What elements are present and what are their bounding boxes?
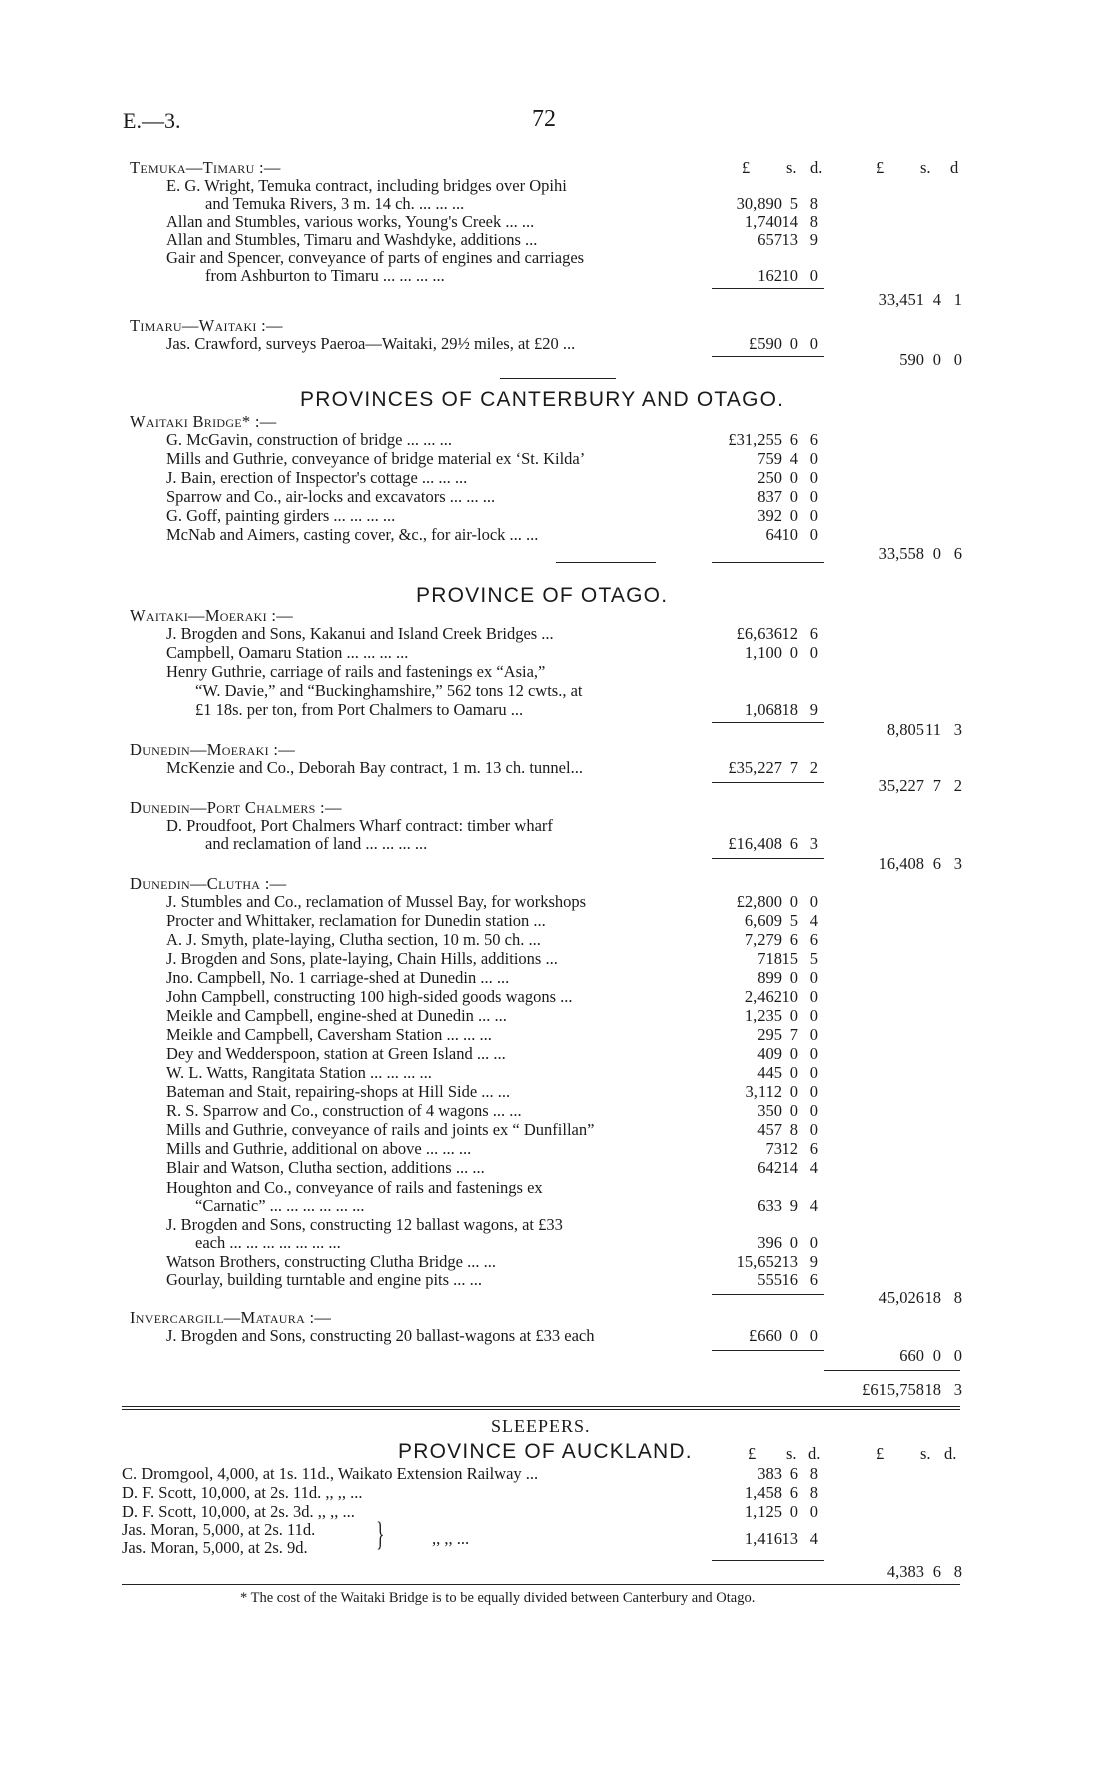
section-heading: Waitaki Bridge* :— bbox=[130, 412, 277, 431]
line-item: Watson Brothers, constructing Clutha Bridge ... ... 15,652 13 9 bbox=[166, 1252, 818, 1271]
section-total: 16,408 6 3 bbox=[878, 854, 962, 873]
section-total: 590 0 0 bbox=[899, 350, 962, 369]
line-item: A. J. Smyth, plate-laying, Clutha section, 10 m. 50 ch. ... 7,279 6 6 bbox=[166, 930, 818, 949]
line-item: Dey and Wedderspoon, station at Green Island ... ... 409 0 0 bbox=[166, 1044, 818, 1063]
col-header-pounds-total: £ bbox=[876, 158, 885, 177]
section-total: 45,026 18 8 bbox=[878, 1288, 962, 1307]
section-total: 33,451 4 1 bbox=[878, 290, 962, 309]
line-item: Jas. Crawford, surveys Paeroa—Waitaki, 29½ miles, at £20 ... £590 0 0 bbox=[166, 334, 818, 353]
line-item: Procter and Whittaker, reclamation for Dunedin station ... 6,609 5 4 bbox=[166, 911, 818, 930]
col-header-pounds: £ bbox=[742, 158, 751, 177]
line-item: Bateman and Stait, repairing-shops at Hill Side ... ... 3,112 0 0 bbox=[166, 1082, 818, 1101]
line-item: £1 18s. per ton, from Port Chalmers to Oamaru ... 1,068 18 9 bbox=[195, 700, 818, 719]
section-divider bbox=[122, 1409, 960, 1410]
line-item: “Carnatic” ... ... ... ... ... ... 633 9 4 bbox=[195, 1196, 818, 1215]
section-divider bbox=[122, 1406, 960, 1407]
line-item: R. S. Sparrow and Co., construction of 4 wagons ... ... 350 0 0 bbox=[166, 1101, 818, 1120]
line-item: ,, ,, ... 1,416 13 4 bbox=[432, 1529, 818, 1548]
line-item: Mills and Guthrie, conveyance of rails and joints ex “ Dunfillan” 457 8 0 bbox=[166, 1120, 818, 1139]
line-item: J. Brogden and Sons, Kakanui and Island Creek Bridges ... £6,636 12 6 bbox=[166, 624, 818, 643]
province-heading: PROVINCE OF AUCKLAND. bbox=[398, 1440, 693, 1463]
line-item: J. Brogden and Sons, constructing 12 ballast wagons, at £33 bbox=[166, 1215, 563, 1234]
divider bbox=[556, 562, 656, 563]
line-item: D. F. Scott, 10,000, at 2s. 11d. ,, ,, ... 1,458 6 8 bbox=[122, 1483, 818, 1502]
line-item: Gair and Spencer, conveyance of parts of engines and carriages bbox=[166, 248, 585, 267]
line-item: Jas. Moran, 5,000, at 2s. 9d. bbox=[122, 1538, 308, 1557]
column-header-row bbox=[0, 1444, 1114, 1464]
line-item: J. Brogden and Sons, constructing 20 ballast-wagons at £33 each £660 0 0 bbox=[166, 1326, 818, 1345]
line-item: McKenzie and Co., Deborah Bay contract, 1 m. 13 ch. tunnel... £35,227 7 2 bbox=[166, 758, 818, 777]
section-heading: Temuka—Timaru :— bbox=[130, 158, 281, 177]
col-header-pence-total: d. bbox=[944, 1444, 957, 1463]
col-header-shillings-total: s. bbox=[920, 1444, 931, 1463]
section-total: 33,558 0 6 bbox=[878, 544, 962, 563]
line-item: Jas. Moran, 5,000, at 2s. 11d. bbox=[122, 1520, 316, 1539]
line-item: Meikle and Campbell, engine-shed at Dunedin ... ... 1,235 0 0 bbox=[166, 1006, 818, 1025]
line-item: each ... ... ... ... ... ... ... 396 0 0 bbox=[195, 1233, 818, 1252]
grand-total-rule bbox=[824, 1370, 960, 1371]
line-item: Mills and Guthrie, conveyance of bridge material ex ‘St. Kilda’ 759 4 0 bbox=[166, 449, 818, 468]
report-reference: E.—3. bbox=[123, 108, 181, 133]
line-item: Gourlay, building turntable and engine pits ... ... 555 16 6 bbox=[166, 1270, 818, 1289]
line-item: J. Bain, erection of Inspector's cottage ... ... ... 250 0 0 bbox=[166, 468, 818, 487]
col-header-pounds: £ bbox=[748, 1444, 757, 1463]
col-header-pence: d. bbox=[808, 1444, 821, 1463]
sleepers-heading: SLEEPERS. bbox=[491, 1416, 591, 1436]
line-item: E. G. Wright, Temuka contract, including bridges over Opihi bbox=[166, 176, 567, 195]
line-item: Mills and Guthrie, additional on above ... ... ... 73 12 6 bbox=[166, 1139, 818, 1158]
section-heading: Timaru—Waitaki :— bbox=[130, 316, 283, 335]
col-header-pence: d. bbox=[810, 158, 823, 177]
section-heading: Dunedin—Clutha :— bbox=[130, 874, 287, 893]
line-item: Allan and Stumbles, various works, Young's Creek ... ... 1,740 14 8 bbox=[166, 212, 818, 231]
line-item: and reclamation of land ... ... ... ... £16,408 6 3 bbox=[205, 834, 818, 853]
divider bbox=[500, 378, 616, 379]
section-heading: Waitaki—Moeraki :— bbox=[130, 606, 294, 625]
line-item: Jno. Campbell, No. 1 carriage-shed at Dunedin ... ... 899 0 0 bbox=[166, 968, 818, 987]
col-header-pence-total: d bbox=[950, 158, 959, 177]
footnote: * The cost of the Waitaki Bridge is to be equally divided between Canterbury and Otago. bbox=[240, 1590, 756, 1606]
brace: } bbox=[376, 1516, 385, 1553]
col-header-shillings-total: s. bbox=[920, 158, 931, 177]
footnote-rule bbox=[122, 1584, 960, 1585]
line-item: Houghton and Co., conveyance of rails and fastenings ex bbox=[166, 1178, 543, 1197]
page-number: 72 bbox=[532, 106, 556, 132]
col-header-pounds-total: £ bbox=[876, 1444, 885, 1463]
line-item: Allan and Stumbles, Timaru and Washdyke, additions ... 657 13 9 bbox=[166, 230, 818, 249]
section-heading: Dunedin—Port Chalmers :— bbox=[130, 798, 342, 817]
col-header-shillings: s. bbox=[786, 158, 797, 177]
line-item: Henry Guthrie, carriage of rails and fastenings ex “Asia,” bbox=[166, 662, 546, 681]
col-header-shillings: s. bbox=[786, 1444, 797, 1463]
line-item: J. Stumbles and Co., reclamation of Mussel Bay, for workshops £2,800 0 0 bbox=[166, 892, 818, 911]
grand-total: £615,758 18 3 bbox=[862, 1380, 962, 1399]
line-item: G. Goff, painting girders ... ... ... ... 392 0 0 bbox=[166, 506, 818, 525]
line-item: W. L. Watts, Rangitata Station ... ... ... ... 445 0 0 bbox=[166, 1063, 818, 1082]
section-total: 35,227 7 2 bbox=[878, 776, 962, 795]
province-heading: PROVINCE OF OTAGO. bbox=[416, 584, 669, 607]
section-total: 8,805 11 3 bbox=[886, 720, 962, 739]
line-item: John Campbell, constructing 100 high-sided goods wagons ... 2,462 10 0 bbox=[166, 987, 818, 1006]
line-item: Campbell, Oamaru Station ... ... ... ... 1,100 0 0 bbox=[166, 643, 818, 662]
section-total: 660 0 0 bbox=[899, 1346, 962, 1365]
line-item: McNab and Aimers, casting cover, &c., for air-lock ... ... 64 10 0 bbox=[166, 525, 818, 544]
subtotal-rule bbox=[712, 1560, 824, 1561]
line-item: Sparrow and Co., air-locks and excavators ... ... ... 837 0 0 bbox=[166, 487, 818, 506]
section-total: 4,383 6 8 bbox=[886, 1562, 962, 1581]
line-item: and Temuka Rivers, 3 m. 14 ch. ... ... ... 30,890 5 8 bbox=[205, 194, 818, 213]
line-item: D. F. Scott, 10,000, at 2s. 3d. ,, ,, ... 1,125 0 0 bbox=[122, 1502, 818, 1521]
line-item: from Ashburton to Timaru ... ... ... ... 162 10 0 bbox=[205, 266, 818, 285]
section-heading: Dunedin—Moeraki :— bbox=[130, 740, 296, 759]
subtotal-rule bbox=[712, 288, 824, 289]
line-item: J. Brogden and Sons, plate-laying, Chain Hills, additions ... 718 15 5 bbox=[166, 949, 818, 968]
section-heading: Invercargill—Mataura :— bbox=[130, 1308, 332, 1327]
line-item: D. Proudfoot, Port Chalmers Wharf contract: timber wharf bbox=[166, 816, 553, 835]
line-item: “W. Davie,” and “Buckinghamshire,” 562 tons 12 cwts., at bbox=[195, 681, 583, 700]
line-item: Meikle and Campbell, Caversham Station ... ... ... 295 7 0 bbox=[166, 1025, 818, 1044]
line-item: Blair and Watson, Clutha section, additions ... ... 642 14 4 bbox=[166, 1158, 818, 1177]
line-item: G. McGavin, construction of bridge ... ... ... £31,255 6 6 bbox=[166, 430, 818, 449]
province-heading: PROVINCES OF CANTERBURY AND OTAGO. bbox=[300, 388, 785, 411]
line-item: C. Dromgool, 4,000, at 1s. 11d., Waikato Extension Railway ... 383 6 8 bbox=[122, 1464, 818, 1483]
